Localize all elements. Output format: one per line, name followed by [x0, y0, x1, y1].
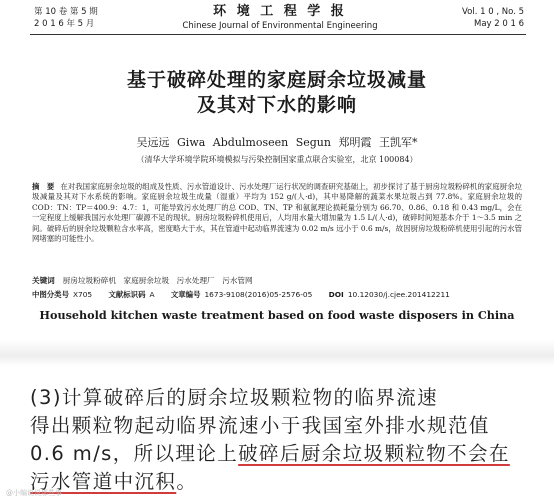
header-volume-issue: [34, 6, 98, 30]
doi-label: DOI: [328, 290, 344, 299]
abstract: [32, 182, 522, 244]
journal-title-en: Chinese Journal of Environmental Engineering: [182, 21, 378, 31]
watermark: @小编说说那些事: [6, 489, 62, 497]
header-rule: [30, 34, 526, 35]
header-vol-no: Vol. 1 0 , No. 5: [462, 7, 524, 17]
journal-masthead: [150, 4, 410, 32]
article-title-line-2: 及其对下水的影响: [196, 94, 357, 116]
excerpt-highlight-2: 污水管道中沉积: [30, 470, 177, 493]
article-title-line-1: 基于破碎处理的家庭厨余垃圾减量: [126, 69, 427, 91]
header-volume: 第 10 卷 第 5 期: [34, 7, 98, 17]
excerpt-line-4-end: 。: [176, 470, 198, 493]
doi-value: 10.12030/j.cjee.201412211: [347, 290, 450, 299]
keywords-text: 厨房垃圾粉碎机 家庭厨余垃圾 污水处理厂 污水管网: [62, 276, 253, 285]
abstract-text: 在对我国家庭厨余垃圾的组成及性质、污水管道设计、污水处理厂运行状况的调查研究基础上，初步探讨了基于厨房垃圾粉碎机的家庭厨余垃圾减量及其对下水系统的影响。家庭厨余垃圾生成量（湿重）平均为 152 g/(人·d)，其中易降解的蔬菜水果垃圾占到 77.8%。家庭厨余垃圾的 COD：TN：TP＝400.9：4.7：1，可能导致污水处理厂的总 COD、TN、TP 和氨氮理论损耗量分别为 66.70、0.86、0.18 和 0.43 mg/L，会在一定程度上缓解我国污水处理厂碳源不足的现状。厨房垃圾粉碎机使用后，人均用水量大增加量为 1.5 L/(人·d)，破碎时间短基本介于 1～3.5 min 之间。破碎后的厨余垃圾颗粒含水率高，密度略大于水，其在管道中起动临界流速为 0.02 m/s 远小于 0.6 m/s，故因厨房垃圾粉碎机使用引起的污水管网堵塞的可能性小。: [32, 182, 522, 244]
article-title-en: Household kitchen waste treatment based on food waste disposers in China: [39, 308, 515, 322]
excerpt-line-2: 得出颗粒物起动临界流速小于我国室外排水规范值: [30, 414, 490, 437]
excerpt-line-1: (3)计算破碎后的厨余垃圾颗粒物的临界流速: [30, 386, 439, 409]
article-no-label: 文章编号: [170, 290, 201, 299]
author-list: 吴远远 Giwa Abdulmoseen Segun 郑明霞 王凯军*: [136, 136, 418, 149]
keywords: [32, 276, 522, 286]
doc-code-label: 文献标识码: [108, 290, 146, 299]
zoomed-excerpt: [30, 384, 530, 496]
header-date: 2 0 1 6 年 5 月: [34, 19, 95, 29]
page-fold-shadow: [0, 340, 554, 366]
journal-title-cn: 环 境 工 程 学 报: [213, 4, 347, 19]
doc-code-value: A: [149, 290, 155, 299]
author-affiliation: （清华大学环境学院环境模拟与污染控制国家重点联合实验室，北京 100084）: [136, 155, 418, 164]
header-month-year: May 2 0 1 6: [473, 19, 524, 29]
article-no-value: 1673-9108(2016)05-2576-05: [204, 290, 313, 299]
clc-label: 中图分类号: [32, 290, 69, 299]
excerpt-line-3-plain: 0.6 m/s，所以理论上: [30, 442, 239, 465]
keywords-label: 关键词: [32, 276, 55, 285]
header-vol-en: [462, 6, 524, 30]
article-title: [0, 68, 554, 118]
clc-value: X705: [72, 290, 93, 299]
excerpt-highlight-1: 破碎后厨余垃圾颗粒物不会在: [238, 442, 510, 465]
abstract-label: 摘 要: [32, 182, 55, 191]
classification-line: [32, 290, 522, 300]
excerpt-line-4: [30, 468, 530, 496]
excerpt-line-3: [30, 440, 530, 468]
